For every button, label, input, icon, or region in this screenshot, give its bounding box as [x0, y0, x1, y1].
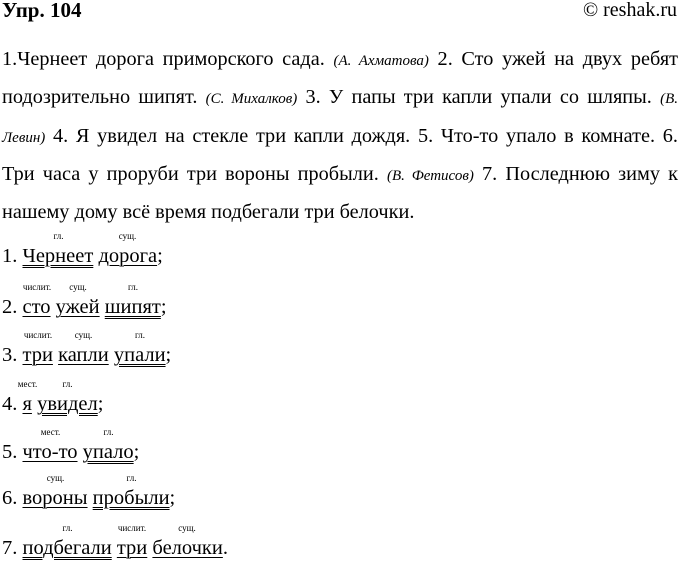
line-number: 2. — [2, 296, 23, 318]
subject-word: сто — [22, 296, 51, 318]
separator: ; — [169, 487, 176, 509]
line-number: 6. — [2, 487, 23, 509]
predicate-word: упало — [82, 441, 134, 463]
line-number: 4. — [2, 393, 23, 415]
sentences-4-6: 4. Я увидел на стекле три капли дождя. 5. Что-то упало в комнате. 6. Три часа у проруби три вороны пробыли. — [2, 124, 678, 185]
analysis-line-6 — [2, 473, 176, 517]
line-number: 3. — [2, 344, 23, 366]
predicate-word: упали — [113, 344, 166, 366]
subject-word: дорога — [98, 245, 158, 267]
predicate-word: подбегали — [22, 537, 112, 559]
author-citation: (А. Ахматова) — [333, 53, 429, 69]
analysis-line-5 — [2, 427, 140, 471]
sentence-2: 2. Сто ужей на двух ребят подозрительно шипят. — [2, 48, 679, 109]
part-of-speech-label: гл. — [135, 330, 145, 340]
analysis-line-3 — [2, 330, 172, 374]
predicate-word: пробыли — [92, 487, 170, 509]
separator: ; — [157, 245, 163, 267]
analysis-line-4 — [2, 379, 104, 423]
analysis-line-7 — [2, 523, 228, 567]
exercise-title: Упр. 104 — [2, 0, 82, 22]
author-citation: (В. Фетисов) — [386, 167, 474, 184]
subject-word: вороны — [22, 487, 88, 509]
part-of-speech-label: гл. — [53, 231, 64, 241]
part-of-speech-label: числит. — [22, 282, 52, 292]
predicate-word: шипят — [104, 296, 161, 318]
part-of-speech-label: гл. — [128, 282, 138, 292]
author-citation: (С. Михалков) — [205, 91, 298, 108]
subject-word: капли — [58, 344, 109, 366]
part-of-speech-label: сущ. — [46, 473, 65, 483]
subject-word: три — [22, 344, 53, 366]
sentence-1: 1.Чернеет дорога приморского сада. — [2, 48, 325, 70]
author-citation: (В. Левин) — [2, 91, 678, 146]
subject-word: белочки — [152, 537, 223, 559]
subject-word: три — [116, 537, 148, 559]
page-header — [0, 0, 680, 26]
exercise-text — [2, 41, 678, 230]
part-of-speech-label: гл. — [126, 473, 137, 483]
subject-word: ужей — [55, 296, 100, 318]
part-of-speech-label: сущ. — [178, 523, 196, 533]
part-of-speech-label: мест. — [17, 379, 38, 389]
analysis-line-1 — [2, 231, 163, 275]
part-of-speech-label: гл. — [62, 523, 73, 533]
separator: ; — [97, 393, 104, 415]
subject-word: что-то — [22, 441, 78, 463]
predicate-word: увидел — [37, 393, 98, 415]
part-of-speech-label: гл. — [62, 379, 73, 389]
site-watermark: © reshak.ru — [582, 0, 677, 21]
separator: ; — [160, 296, 167, 318]
line-number: 7. — [2, 537, 23, 559]
part-of-speech-label: сущ. — [69, 282, 87, 292]
line-number: 1. — [2, 245, 23, 267]
part-of-speech-label: числит. — [23, 330, 53, 340]
subject-word: я — [22, 393, 32, 415]
separator: . — [222, 537, 228, 559]
line-number: 5. — [2, 441, 23, 463]
part-of-speech-label: мест. — [40, 427, 61, 437]
predicate-word: Чернеет — [22, 245, 94, 267]
part-of-speech-label: гл. — [103, 427, 114, 437]
sentence-7: 7. Последнюю зиму к нашему дому всё время подбегали три белочки. — [2, 162, 679, 224]
part-of-speech-label: сущ. — [118, 231, 137, 241]
part-of-speech-label: числит. — [117, 523, 147, 533]
sentence-3: 3. У папы три капли упали со шляпы. — [297, 86, 652, 109]
separator: ; — [165, 344, 172, 366]
part-of-speech-label: сущ. — [74, 330, 93, 340]
analysis-line-2 — [2, 282, 167, 326]
separator: ; — [133, 441, 140, 463]
